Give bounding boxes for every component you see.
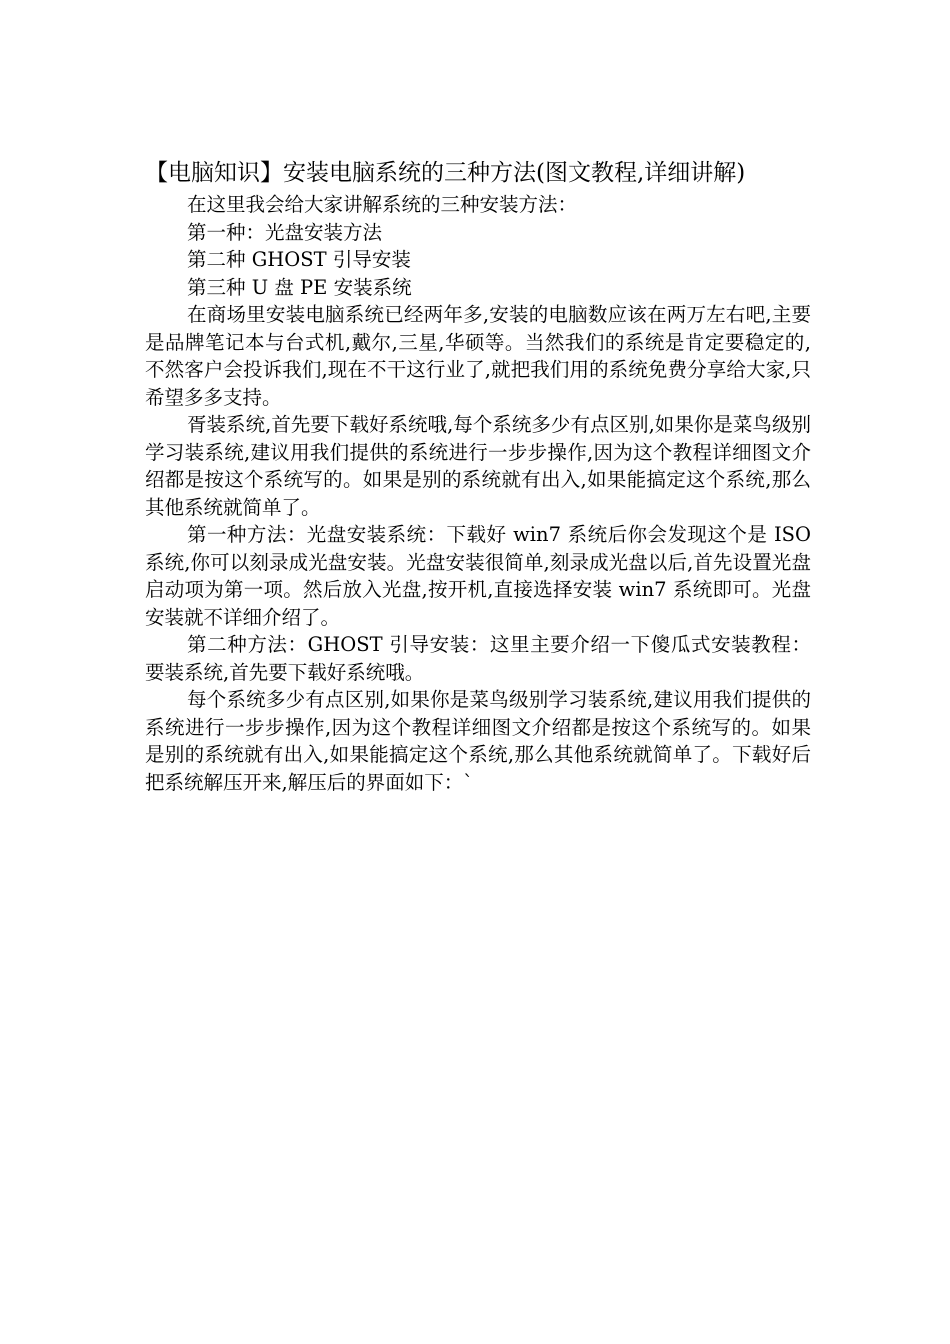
method-list-item-2: 第二种 GHOST 引导安装 xyxy=(187,248,411,271)
method-two-paragraph: 第二种方法：GHOST 引导安装：这里主要介绍一下傻瓜式安装教程：要装系统,首先要下载好系统哦。 xyxy=(145,633,811,684)
document-page xyxy=(145,155,811,796)
document-title: 【电脑知识】安装电脑系统的三种方法(图文教程,详细讲解) xyxy=(145,160,746,186)
method-list-item-1: 第一种：光盘安装方法 xyxy=(187,220,383,244)
method-one-paragraph: 第一种方法：光盘安装系统：下载好 win7 系统后你会发现这个是 ISO 系统,你可以刻录成光盘安装。光盘安装很简单,刻录成光盘以后,首先设置光盘启动项为第一项。然后放入光盘,按开机,直接选择安装 win7 系统即可。光盘安装就不详细介绍了。 xyxy=(145,523,811,629)
method-two-detail-paragraph: 每个系统多少有点区别,如果你是菜鸟级别学习装系统,建议用我们提供的系统进行一步步操作,因为这个教程详细图文介绍都是按这个系统写的。如果是别的系统就有出入,如果能搞定这个系统,那么其他系统就简单了。下载好后把系统解压开来,解压后的界面如下：` xyxy=(145,688,811,794)
method-list-item-3: 第三种 U 盘 PE 安装系统 xyxy=(187,275,412,299)
background-paragraph: 在商场里安装电脑系统已经两年多,安装的电脑数应该在两万左右吧,主要是品牌笔记本与台式机,戴尔,三星,华硕等。当然我们的系统是肯定要稳定的,不然客户会投诉我们,现在不干这行业了,就把我们用的系统免费分享给大家,只希望多多支持。 xyxy=(145,303,811,409)
intro-paragraph: 在这里我会给大家讲解系统的三种安装方法： xyxy=(187,193,578,216)
preparation-paragraph: 胥装系统,首先要下载好系统哦,每个系统多少有点区别,如果你是菜鸟级别学习装系统,建议用我们提供的系统进行一步步操作,因为这个教程详细图文介绍都是按这个系统写的。如果是别的系统就有出入,如果能搞定这个系统,那么其他系统就简单了。 xyxy=(145,413,811,519)
